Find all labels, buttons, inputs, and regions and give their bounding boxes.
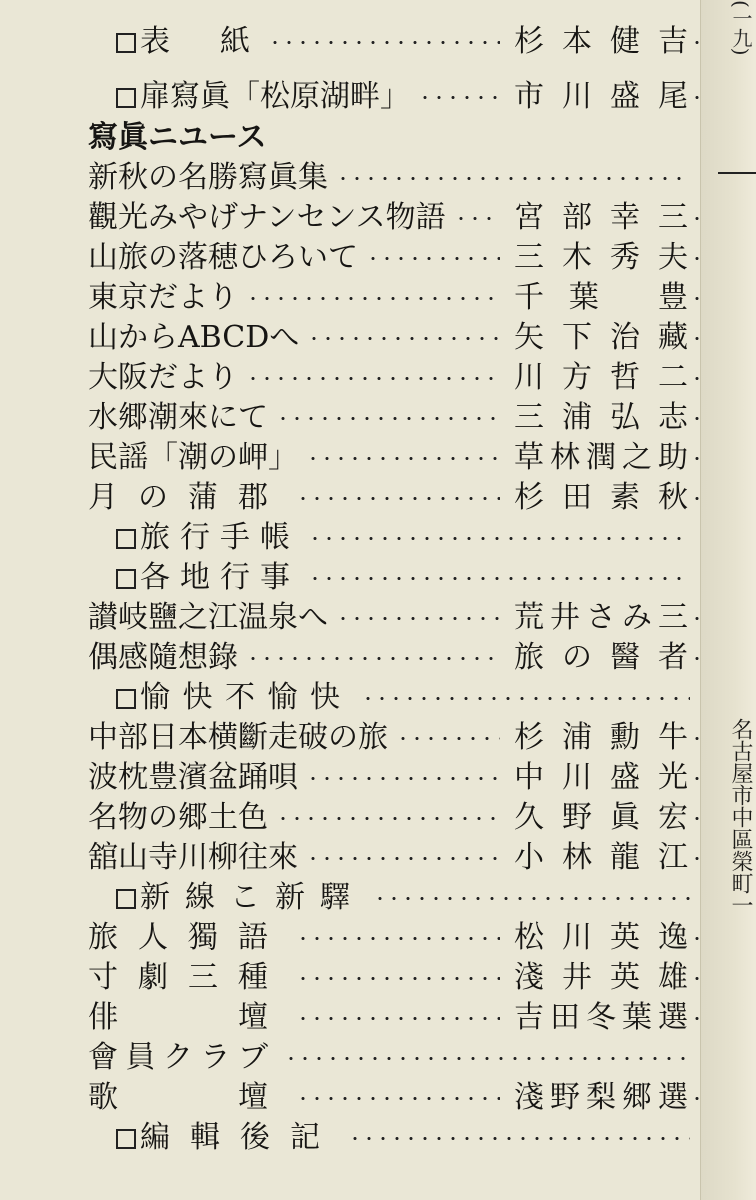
toc-author: 杉 本 健 吉 [514,24,688,59]
toc-title-text: 水郷潮來にて [88,400,268,435]
toc-entry [0,598,756,638]
leader-dots [276,417,500,420]
toc-title-text: 山旅の落穂ひろいて [88,240,358,275]
toc-title [88,198,446,238]
toc-title [88,958,288,998]
leader-dots [296,1017,500,1020]
leader-dots [246,377,500,380]
toc-title [88,358,238,398]
toc-author: 矢 下 治 藏 [514,320,688,355]
toc-title [88,998,288,1038]
toc-title-text: 表 紙 [140,24,260,59]
toc-entry [0,918,756,958]
toc-author: 宮 部 幸 三 [514,200,688,235]
leader-dots [296,937,500,940]
toc-entry [0,198,756,238]
toc-title-text: 寸劇三種 [88,960,288,995]
leader-dots [307,337,500,340]
toc-entry [0,1038,756,1078]
toc-author: 三 浦 弘 志 [514,400,688,435]
toc-entry [0,718,756,758]
leader-dots [336,617,500,620]
toc-title-text: 扉寫眞「松原湖畔」 [140,79,410,114]
toc-title [116,678,353,718]
checkbox-square-icon [116,889,136,909]
spine-rule [718,172,756,174]
toc-author: 千 葉 豊 [514,280,688,315]
toc-entry [0,278,756,318]
toc-title [116,878,365,918]
toc-entry [0,558,756,598]
toc-title-text: 新秋の名勝寫眞集 [88,160,328,195]
toc-title [88,1038,276,1078]
toc-title-text: 舘山寺川柳往來 [88,840,298,875]
leader-dots [284,1057,691,1060]
leader-dots [396,737,500,740]
toc-title-text: 旅人獨語 [88,920,288,955]
toc-author: 久 野 眞 宏 [514,800,688,835]
spine-top-text: (一九) [729,0,753,56]
toc-title [88,638,238,678]
toc-entry [0,1118,756,1158]
toc-title-text: 歌 壇 [88,1080,288,1115]
toc-title-text: 新線こ新驛 [140,880,365,915]
toc-title-text: 名物の郷土色 [88,800,268,835]
toc-entry [0,678,756,718]
toc-entry [0,1078,756,1118]
toc-entry [0,798,756,838]
leader-dots [373,897,690,900]
toc-title-text: 偶感隨想錄 [88,640,238,675]
toc-author: 荒 井 さ み 三 [514,600,688,635]
toc-entry [0,838,756,878]
leader-dots [308,577,690,580]
toc-title-text: 編輯後記 [140,1120,340,1155]
toc-entry [0,958,756,998]
leader-dots [361,697,691,700]
checkbox-square-icon [116,569,136,589]
toc-entry [0,238,756,278]
toc-entry [0,878,756,918]
toc-title-text: 俳 壇 [88,1000,288,1035]
leader-dots [246,297,500,300]
toc-entry [0,758,756,798]
toc-title [88,598,328,638]
toc-author: 杉 浦 勳 牛 [514,720,688,755]
toc-title [88,238,358,278]
leader-dots [454,217,500,220]
leader-dots [306,777,500,780]
leader-dots [296,977,500,980]
toc-author: 市 川 盛 尾 [514,79,688,114]
toc-title [116,1118,340,1158]
leader-dots [246,657,500,660]
checkbox-square-icon [116,88,136,108]
toc-entry [0,518,756,558]
toc-title-text: 各地行事 [140,560,300,595]
leader-dots [348,1137,690,1140]
toc-title-text: 大阪だより [88,360,238,395]
leader-dots [366,257,500,260]
toc-entry [0,22,756,62]
toc-title-text: 觀光みやげナンセンス物語 [88,200,446,235]
toc-title [88,758,298,798]
toc-title [88,918,288,958]
leader-dots [268,41,500,44]
toc-author: 中 川 盛 光 [514,760,688,795]
toc-title-text: 愉快不愉快 [140,680,353,715]
toc-title [88,438,298,478]
toc-author: 淺 野 梨 郷 選 [514,1080,688,1115]
toc-author: 川 方 哲 二 [514,360,688,395]
toc-title [116,22,260,62]
toc-author: 旅 の 醫 者 [514,640,688,675]
toc-entry [0,318,756,358]
toc-title [116,518,300,558]
leader-dots [418,96,500,99]
toc-author: 小 林 龍 江 [514,840,688,875]
toc-title [116,77,410,117]
toc-title [88,718,388,758]
checkbox-square-icon [116,1129,136,1149]
checkbox-square-icon [116,689,136,709]
checkbox-square-icon [116,529,136,549]
spine-address-text: 名古屋市中區榮町一 [728,718,753,916]
leader-dots [308,537,690,540]
toc-entry [0,438,756,478]
toc-entry [0,638,756,678]
toc-entry [0,118,756,158]
toc-author: 三 木 秀 夫 [514,240,688,275]
toc-author: 淺 井 英 雄 [514,960,688,995]
toc-title-text: 東京だより [88,280,238,315]
leader-dots [336,177,690,180]
leader-dots [306,457,500,460]
checkbox-square-icon [116,33,136,53]
toc-title [88,1078,288,1118]
toc-author: 松 川 英 逸 [514,920,688,955]
leader-dots [276,817,500,820]
toc-entry [0,478,756,518]
toc-title-text: 讃岐鹽之江温泉へ [88,600,328,635]
toc-title [88,478,288,518]
toc-entry [0,398,756,438]
toc-title [88,398,268,438]
toc-title [88,798,268,838]
toc-author: 吉 田 冬 葉 選 [514,1000,688,1035]
toc-title [116,558,300,598]
toc-title-text: 月の蒲郡 [88,480,288,515]
toc-title [88,838,298,878]
toc-author: 草 林 潤 之 助 [514,440,688,475]
toc-title-text: 旅行手帳 [140,520,300,555]
toc-title-text: 會員クラブ [88,1040,276,1075]
toc-entry [0,158,756,198]
toc-title [88,118,267,158]
toc-title-text: 民謡「潮の岬」 [88,440,298,475]
toc-entry [0,358,756,398]
toc-title-text: 中部日本横斷走破の旅 [88,720,388,755]
toc-entry [0,77,756,117]
toc-title [88,318,299,358]
toc-title [88,158,328,198]
toc-title-text: 山からABCDへ [88,320,300,355]
toc-title-text: 波枕豊濱盆踊唄 [88,760,298,795]
toc-entry [0,998,756,1038]
leader-dots [306,857,500,860]
toc-title-text: 寫眞ニユース [88,120,267,155]
leader-dots [296,1097,500,1100]
toc-title [88,278,238,318]
leader-dots [296,497,500,500]
toc-author: 杉 田 素 秋 [514,480,688,515]
